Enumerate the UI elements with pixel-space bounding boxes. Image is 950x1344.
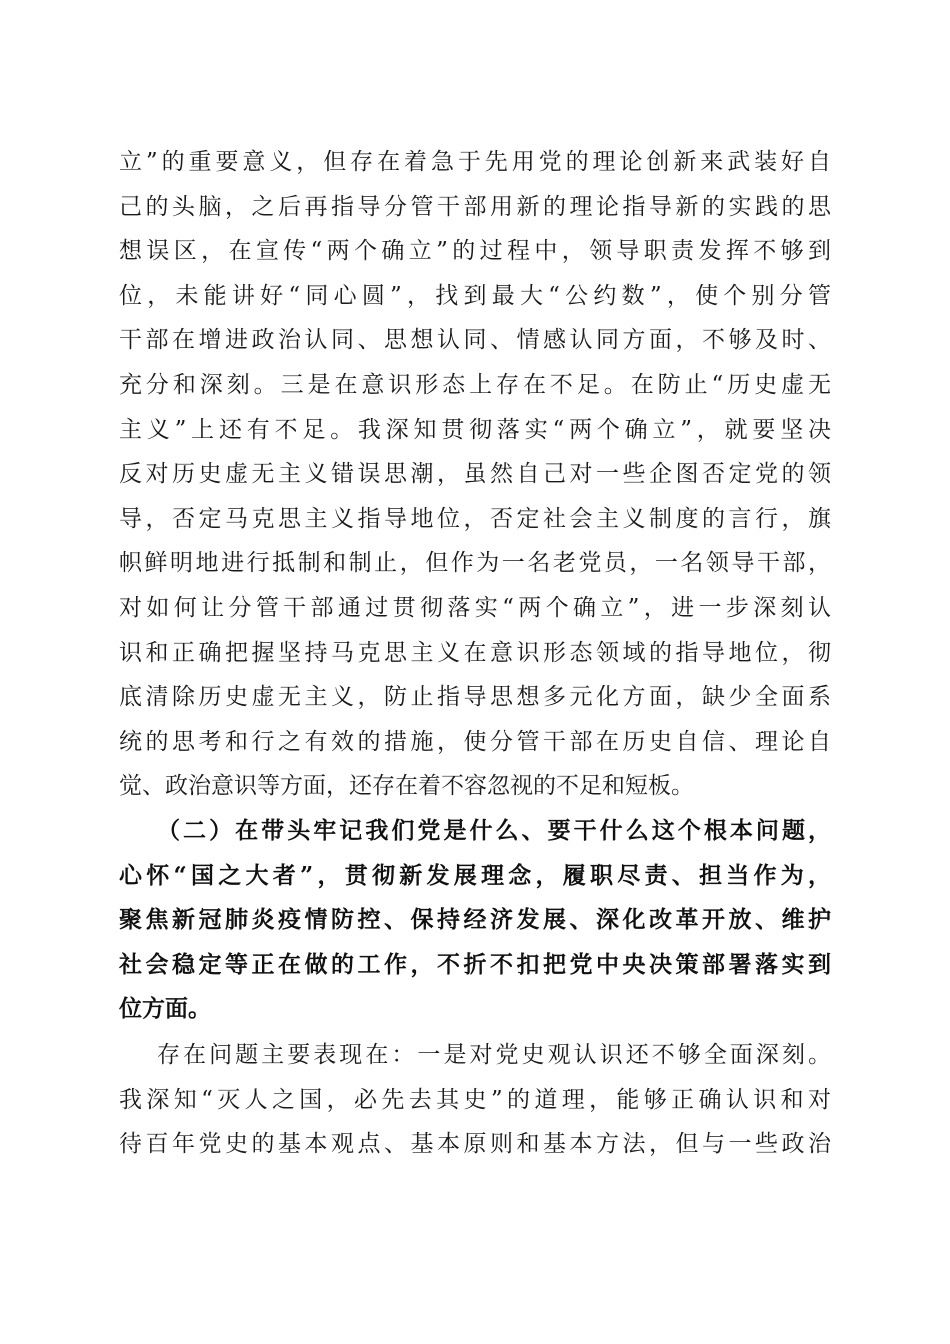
text-line: 想误区，在宣传“两个确立”的过程中，领导职责发挥不够到 <box>119 238 831 265</box>
section-heading-2 <box>119 809 831 1032</box>
text-line: 统的思考和行之有效的措施，使分管干部在历史自信、理论自 <box>119 728 831 755</box>
text-line: 我深知“灭人之国，必先去其史”的道理，能够正确认识和对 <box>119 1086 831 1113</box>
text-line: 己的头脑，之后再指导分管干部用新的理论指导新的实践的思 <box>119 193 831 220</box>
text-line: 主义”上还有不足。我深知贯彻落实“两个确立”，就要坚决 <box>119 416 831 443</box>
heading-line: 聚焦新冠肺炎疫情防控、保持经济发展、深化改革开放、维护 <box>119 906 831 934</box>
paragraph-continued <box>119 140 831 809</box>
heading-line: 心怀“国之大者”，贯彻新发展理念，履职尽责、担当作为， <box>119 861 831 889</box>
text-line: 立”的重要意义，但存在着急于先用党的理论创新来武装好自 <box>119 149 831 175</box>
text-line: 识和正确把握坚持马克思主义在意识形态领域的指导地位，彻 <box>119 639 831 666</box>
text-line: 对如何让分管干部通过贯彻落实“两个确立”，进一步深刻认 <box>119 594 831 621</box>
heading-line: 社会稳定等正在做的工作，不折不扣把党中央决策部署落实到 <box>119 950 831 978</box>
text-line: 充分和深刻。三是在意识形态上存在不足。在防止“历史虚无 <box>119 371 831 398</box>
text-line: 存在问题主要表现在：一是对党史观认识还不够全面深刻。 <box>157 1042 831 1068</box>
text-line: 位，未能讲好“同心圆”，找到最大“公约数”，使个别分管 <box>119 282 831 309</box>
text-line: 帜鲜明地进行抵制和制止，但作为一名老党员，一名领导干部， <box>119 550 831 577</box>
text-line: 反对历史虚无主义错误思潮，虽然自己对一些企图否定党的领 <box>119 461 831 488</box>
heading-line: 位方面。 <box>119 995 211 1023</box>
heading-line: （二）在带头牢记我们党是什么、要干什么这个根本问题， <box>157 817 831 844</box>
text-line: 导，否定马克思主义指导地位，否定社会主义制度的言行，旗 <box>119 505 831 532</box>
text-line: 觉、政治意识等方面，还存在着不容忽视的不足和短板。 <box>119 773 694 800</box>
text-line: 待百年党史的基本观点、基本原则和基本方法，但与一些政治 <box>119 1131 831 1158</box>
text-line: 底清除历史虚无主义，防止指导思想多元化方面，缺少全面系 <box>119 684 831 711</box>
paragraph-problems <box>119 1033 831 1167</box>
text-line: 干部在增进政治认同、思想认同、情感认同方面，不够及时、 <box>119 327 831 354</box>
